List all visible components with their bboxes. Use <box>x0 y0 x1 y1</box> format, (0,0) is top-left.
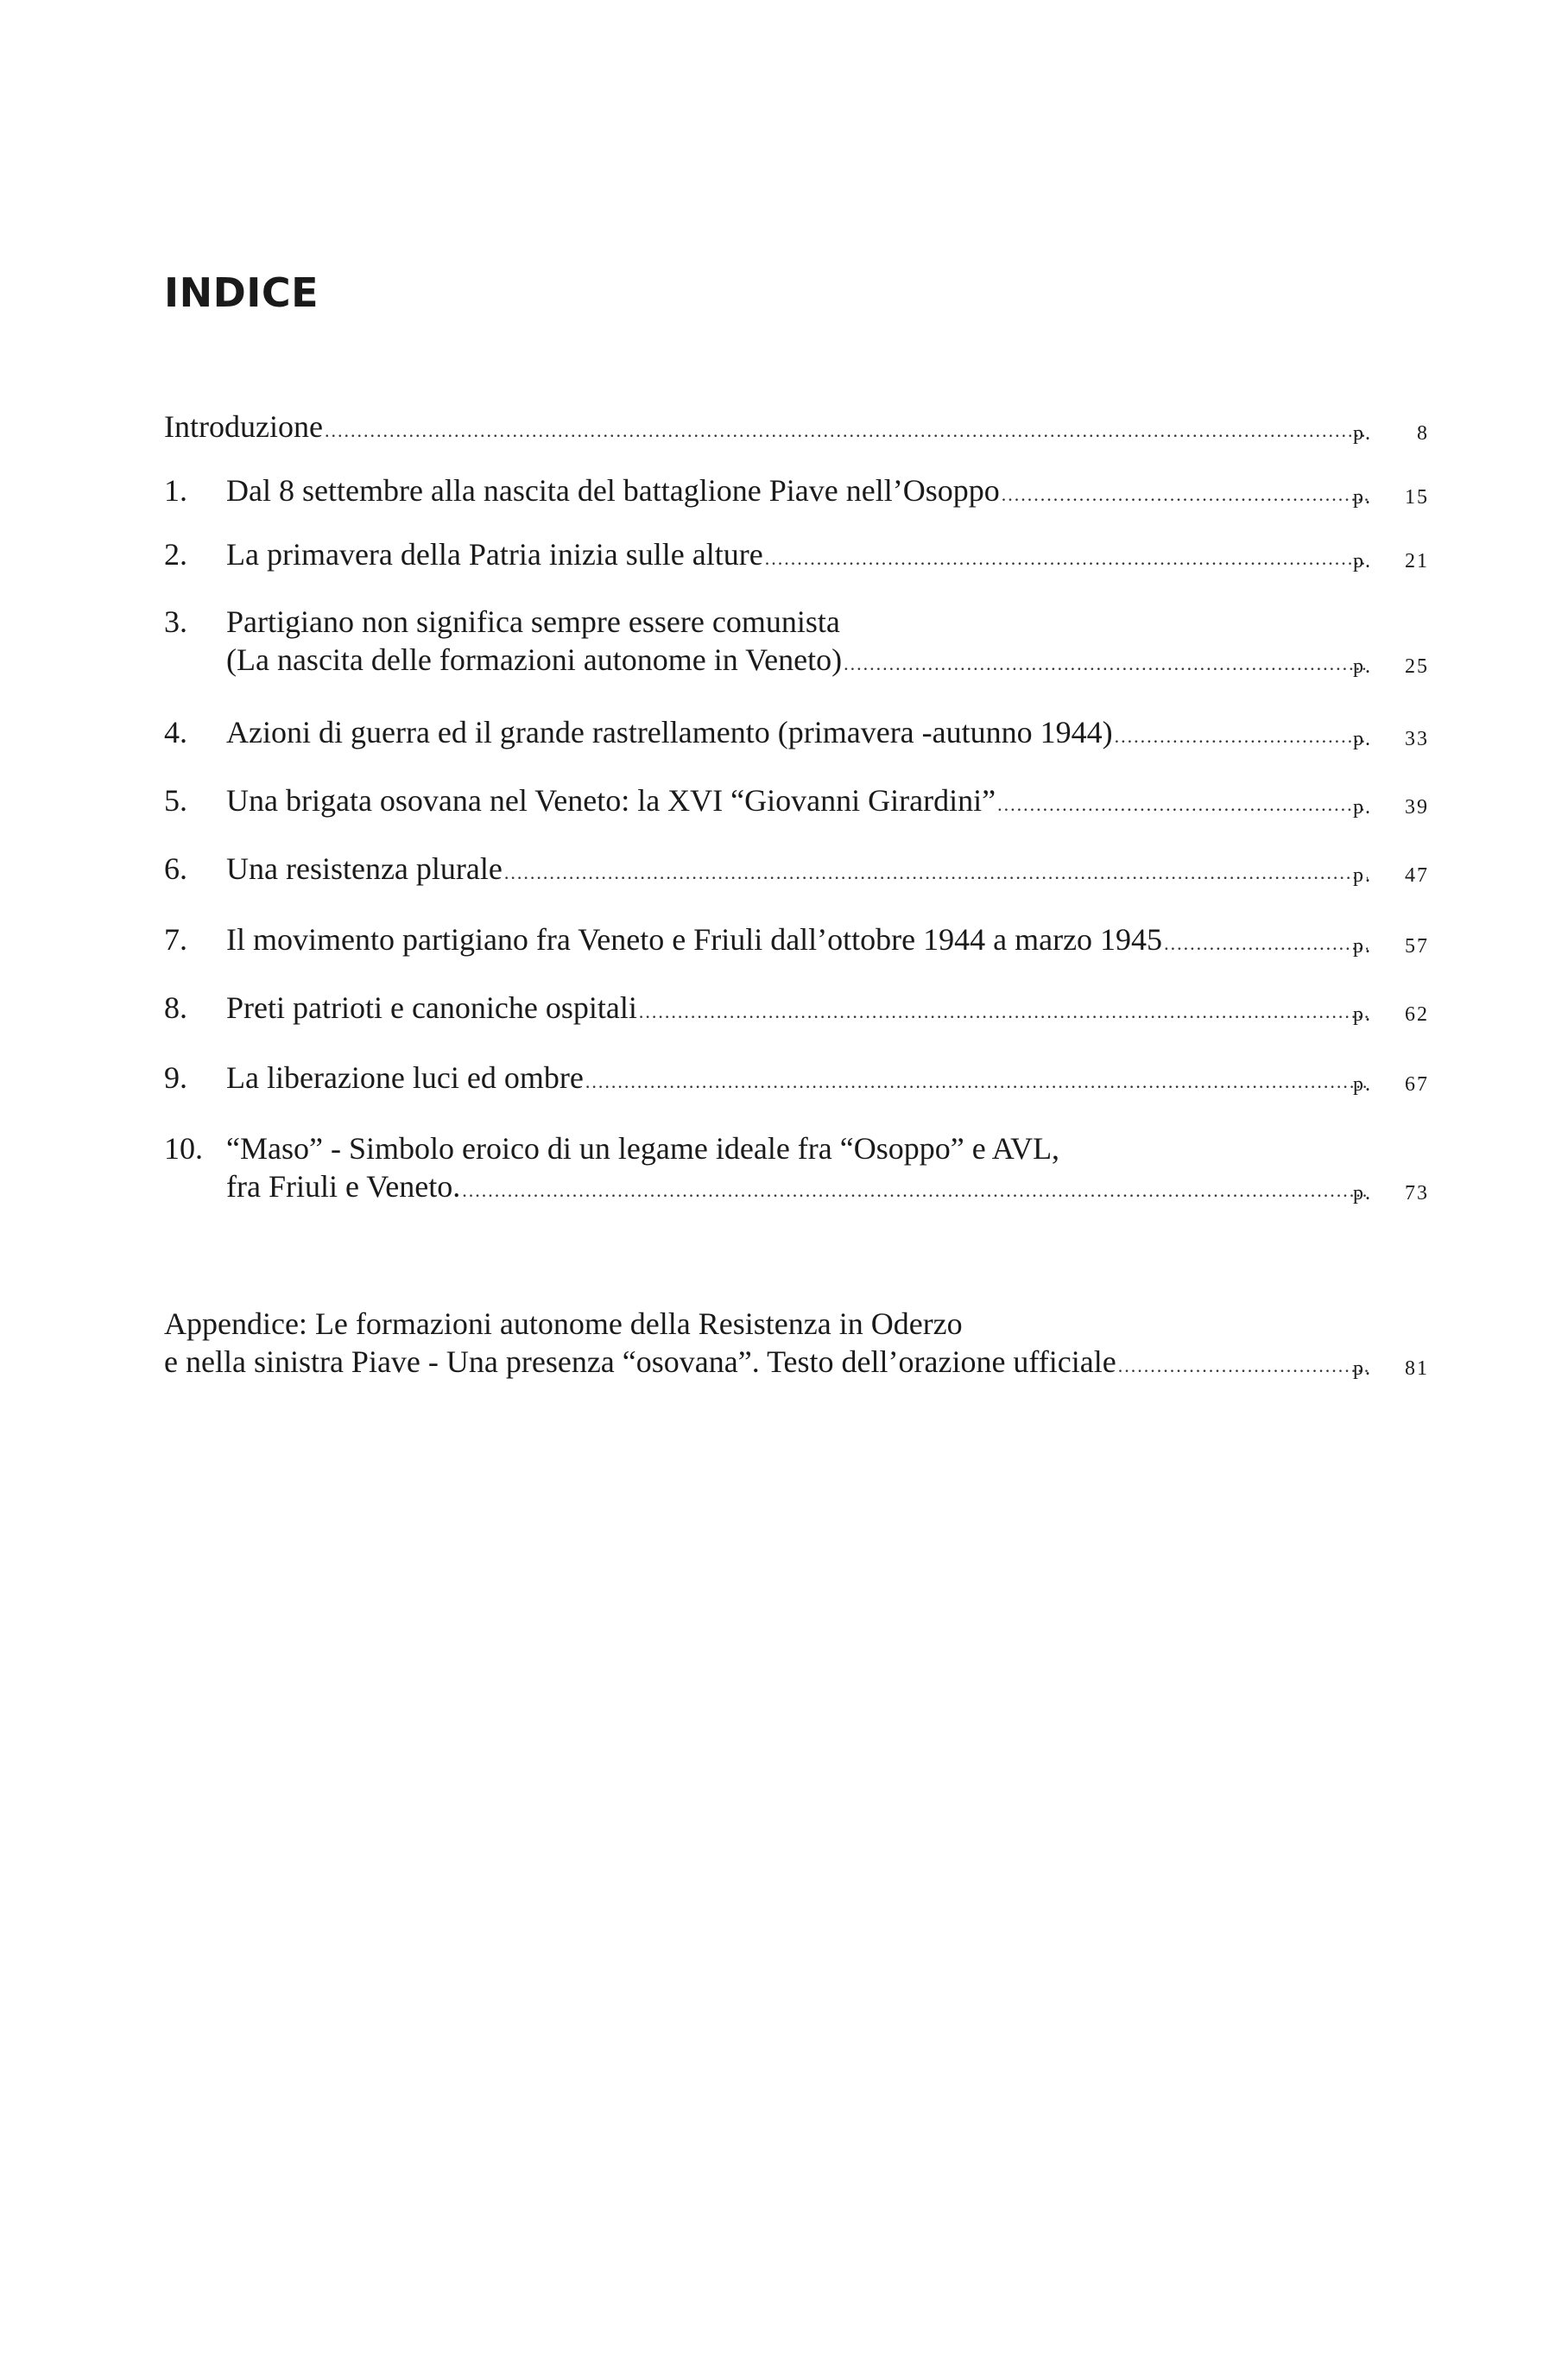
toc-entry-line-text: Azioni di guerra ed il grande rastrellamento (primavera -autunno 1944) <box>226 715 1113 749</box>
toc-entry-line <box>226 850 1373 892</box>
dot-leader <box>765 540 1368 578</box>
toc-page-ref <box>1353 648 1431 686</box>
toc-entry-title <box>226 781 1478 824</box>
toc-entry-line <box>226 713 1373 756</box>
page-label: p. <box>1353 550 1372 572</box>
toc-page-ref <box>1353 857 1431 895</box>
dot-leader <box>997 786 1368 824</box>
page-label: p. <box>1353 1073 1372 1096</box>
toc-page-ref <box>1353 414 1431 452</box>
page-number: 67 <box>1405 1073 1429 1096</box>
toc-entry-title <box>226 1129 1478 1210</box>
page-number: 15 <box>1405 486 1429 509</box>
toc-entry-line <box>226 989 1373 1031</box>
page-title: INDICE <box>164 269 319 316</box>
toc-page-ref <box>1353 1066 1431 1103</box>
toc-entry-number: 4. <box>164 715 187 749</box>
toc-entry-line <box>226 920 1373 963</box>
toc-entry-title <box>226 920 1478 963</box>
toc-entry-line-text: Partigiano non significa sempre essere comunista <box>226 604 840 639</box>
toc-entry-line-text: (La nascita delle formazioni autonome in Veneto) <box>226 642 843 677</box>
toc-entry-title <box>226 713 1478 756</box>
toc-entry-title <box>226 603 1478 683</box>
toc-entry-number: 9. <box>164 1060 187 1095</box>
dot-leader <box>1118 1347 1368 1385</box>
toc-entry-line-text: Il movimento partigiano fra Veneto e Friuli dall’ottobre 1944 a marzo 1945 <box>226 922 1163 957</box>
toc-entry-line-text: La primavera della Patria inizia sulle alture <box>226 537 763 572</box>
page-number: 25 <box>1405 655 1429 678</box>
toc-entry-line-text: Introduzione <box>164 409 323 444</box>
toc-entry-line-text: Dal 8 settembre alla nascita del battaglione Piave nell’Osoppo <box>226 473 1000 508</box>
page-number: 57 <box>1405 935 1429 958</box>
toc-entry-title <box>226 1059 1478 1101</box>
toc-entry-number: 6. <box>164 851 187 886</box>
toc-entry-title <box>226 989 1478 1031</box>
page-label: p. <box>1353 1003 1372 1026</box>
toc-entry-line <box>226 471 1373 514</box>
page-label: p. <box>1353 728 1372 750</box>
toc-entry-line-text: Preti patrioti e canoniche ospitali <box>226 990 637 1025</box>
page-number: 33 <box>1405 728 1429 750</box>
toc-entry-title <box>226 535 1478 578</box>
dot-leader <box>1115 718 1368 756</box>
toc-entry-number: 7. <box>164 922 187 957</box>
toc-page-ref <box>1353 1174 1431 1212</box>
toc-page-ref <box>1353 478 1431 516</box>
toc-entry-title <box>226 471 1478 514</box>
page-label: p. <box>1353 655 1372 678</box>
toc-entry-number: 1. <box>164 473 187 508</box>
toc-entry-line-text: Una brigata osovana nel Veneto: la XVI “Giovanni Girardini” <box>226 783 996 818</box>
toc-entry-line-text: La liberazione luci ed ombre <box>226 1060 584 1095</box>
page-number: 47 <box>1405 864 1429 887</box>
dot-leader <box>325 412 1368 450</box>
page-label: p. <box>1353 422 1372 445</box>
toc-entry-title <box>164 1305 1416 1385</box>
dot-leader <box>1164 925 1368 963</box>
toc-entry-line-text: fra Friuli e Veneto. <box>226 1169 461 1204</box>
toc-page-ref <box>1353 1350 1431 1388</box>
toc-entry-title <box>226 850 1478 892</box>
dot-leader <box>504 854 1368 892</box>
toc-entry-line-text: e nella sinistra Piave - Una presenza “osovana”. Testo dell’orazione ufficiale <box>164 1344 1116 1379</box>
toc-entry-number: 8. <box>164 990 187 1025</box>
toc-entry-number: 10. <box>164 1131 203 1166</box>
page-number: 73 <box>1405 1182 1429 1205</box>
page-label: p. <box>1353 1357 1372 1380</box>
toc-entry-number: 3. <box>164 604 187 639</box>
page-label: p. <box>1353 935 1372 958</box>
page-label: p. <box>1353 796 1372 819</box>
toc-entry-title <box>164 408 1416 450</box>
toc-entry-line <box>226 535 1373 578</box>
page-number: 8 <box>1417 422 1429 445</box>
page-number: 62 <box>1405 1003 1429 1026</box>
dot-leader <box>639 993 1368 1031</box>
toc-entry-number: 5. <box>164 783 187 818</box>
toc-entry-number: 2. <box>164 537 187 572</box>
page-label: p. <box>1353 864 1372 887</box>
page-number: 21 <box>1405 550 1429 572</box>
toc-entry-line <box>164 408 1373 450</box>
toc-page-ref <box>1353 720 1431 758</box>
toc-entry-line-text: Una resistenza plurale <box>226 851 503 886</box>
toc-entry-line <box>226 1167 1373 1210</box>
page-number: 39 <box>1405 796 1429 819</box>
toc-page-ref <box>1353 996 1431 1034</box>
toc-entry-line <box>164 1343 1373 1385</box>
toc-page-ref <box>1353 542 1431 580</box>
toc-entry-line <box>226 641 1373 683</box>
page-number: 81 <box>1405 1357 1429 1380</box>
dot-leader <box>844 645 1368 683</box>
page-label: p. <box>1353 1182 1372 1205</box>
toc-page-ref <box>1353 788 1431 826</box>
dot-leader <box>1002 476 1368 514</box>
dot-leader <box>585 1063 1368 1101</box>
toc-entry-line-text: “Maso” - Simbolo eroico di un legame ideale fra “Osoppo” e AVL, <box>226 1131 1060 1166</box>
toc-entry-line <box>226 1059 1373 1101</box>
toc-entry-line-text: Appendice: Le formazioni autonome della Resistenza in Oderzo <box>164 1306 963 1341</box>
toc-entry-line <box>226 781 1373 824</box>
dot-leader <box>462 1172 1368 1210</box>
page-label: p. <box>1353 486 1372 509</box>
toc-page-ref <box>1353 927 1431 965</box>
